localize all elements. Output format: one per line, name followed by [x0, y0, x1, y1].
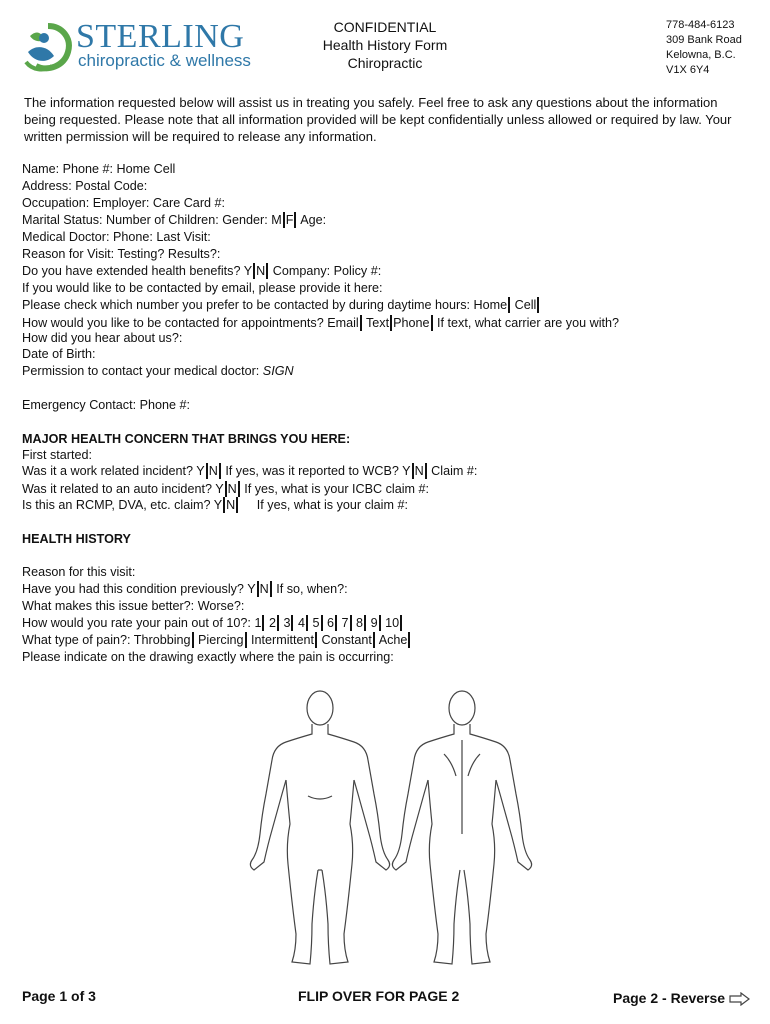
- icbc-label: If yes, what is your ICBC claim #:: [244, 482, 429, 496]
- wcb-label: If yes, was it reported to WCB? Y: [225, 464, 411, 478]
- scale-8-label: 8: [356, 616, 364, 630]
- row-emergency: [22, 397, 190, 413]
- row-marital: [22, 212, 326, 228]
- wcb-n-label: N: [414, 464, 424, 478]
- row-history-heading: [22, 531, 131, 547]
- row-email: [22, 280, 383, 296]
- pain-type-label: What type of pain?:: [22, 633, 131, 647]
- daytime-label: Please check which number you prefer to be contacted by during daytime hours: Home: [22, 298, 508, 312]
- row-work: [22, 463, 477, 479]
- intro-paragraph: The information requested below will assist us in treating you safely. Feel free to ask any questions about the information being requested. Please note that all information provided will be kept confidentially unless allowed or required by law. Your written permission will be required to release any information.: [24, 95, 732, 144]
- auto-n-label: N: [227, 482, 237, 496]
- appt-phone-checkbox[interactable]: [431, 315, 433, 331]
- arrow-right-icon: [729, 992, 751, 1006]
- pain-intermittent-label: Intermittent: [251, 633, 315, 647]
- row-name: [22, 161, 175, 177]
- scale-9-label: 9: [370, 616, 378, 630]
- health-history-heading: HEALTH HISTORY: [22, 532, 131, 546]
- logo-tagline: chiropractic & wellness: [78, 51, 251, 70]
- permission-label: Permission to contact your medical doctor:: [22, 364, 260, 378]
- previous-n-label: N: [259, 582, 269, 596]
- row-pain-type: [22, 632, 411, 648]
- home-phone-label: Phone #: Home: [62, 162, 151, 176]
- body-back-figure[interactable]: [392, 691, 531, 964]
- children-label: Number of Children:: [106, 213, 219, 227]
- wcb-n-checkbox[interactable]: [425, 463, 427, 479]
- scale-1-label: 1: [254, 616, 262, 630]
- care-card-label: Care Card #:: [152, 196, 226, 210]
- results-label: Results?:: [167, 247, 221, 261]
- row-rcmp: [22, 497, 408, 513]
- appt-text-checkbox[interactable]: [390, 315, 392, 331]
- appt-text-label: Text: [366, 316, 390, 330]
- benefits-label: Do you have extended health benefits? Y: [22, 264, 253, 278]
- benefits-n-checkbox[interactable]: [266, 263, 268, 279]
- hear-label: How did you hear about us?:: [22, 331, 183, 345]
- work-label: Was it a work related incident? Y: [22, 464, 205, 478]
- doctor-phone-label: Phone:: [113, 230, 153, 244]
- pain-throbbing-label: Throbbing: [133, 633, 191, 647]
- testing-label: Testing?: [117, 247, 165, 261]
- logo-wordmark: STERLING: [76, 18, 245, 55]
- sign-label: SIGN: [262, 364, 294, 378]
- when-label: If so, when?:: [276, 582, 348, 596]
- major-concern-heading: MAJOR HEALTH CONCERN THAT BRINGS YOU HERE:: [22, 432, 351, 446]
- clinic-postal: V1X 6Y4: [666, 64, 710, 76]
- employer-label: Employer:: [92, 196, 150, 210]
- emergency-phone-label: Phone #:: [139, 398, 191, 412]
- last-visit-label: Last Visit:: [156, 230, 211, 244]
- previous-n-checkbox[interactable]: [270, 581, 272, 597]
- row-address: [22, 178, 147, 194]
- scale-10-label: 10: [385, 616, 400, 630]
- daytime-cell-checkbox[interactable]: [537, 297, 539, 313]
- row-hear: [22, 330, 182, 346]
- work-n-checkbox[interactable]: [219, 463, 221, 479]
- age-label: Age:: [300, 213, 327, 227]
- row-benefits: [22, 263, 381, 279]
- appt-label: How would you like to be contacted for appointments? Email: [22, 316, 359, 330]
- body-front-figure[interactable]: [250, 691, 389, 964]
- dob-label: Date of Birth:: [22, 347, 96, 361]
- page-number: Page 1 of 3: [22, 988, 96, 1004]
- scale-8-checkbox[interactable]: [364, 615, 366, 631]
- clinic-city: Kelowna, B.C.: [666, 49, 736, 61]
- rcmp-claim-label: If yes, what is your claim #:: [256, 498, 408, 512]
- drawing-instruction: Please indicate on the drawing exactly where the pain is occurring:: [22, 650, 394, 664]
- rcmp-n-label: N: [226, 498, 236, 512]
- wcb-y-checkbox[interactable]: [412, 463, 414, 479]
- work-y-checkbox[interactable]: [206, 463, 208, 479]
- doctor-label: Medical Doctor:: [22, 230, 110, 244]
- scale-6-label: 6: [327, 616, 335, 630]
- pain-constant-label: Constant: [321, 633, 372, 647]
- scale-2-label: 2: [268, 616, 276, 630]
- pain-intermittent-checkbox[interactable]: [315, 632, 317, 648]
- gender-m-checkbox[interactable]: [283, 212, 285, 228]
- auto-n-checkbox[interactable]: [238, 481, 240, 497]
- benefits-y-checkbox[interactable]: [253, 263, 255, 279]
- row-previous: [22, 581, 348, 597]
- row-auto: [22, 481, 429, 497]
- gender-f-checkbox[interactable]: [294, 212, 296, 228]
- previous-label: Have you had this condition previously? Y: [22, 582, 256, 596]
- scale-6-checkbox[interactable]: [335, 615, 337, 631]
- row-reason-visit: [22, 564, 135, 580]
- rcmp-y-checkbox[interactable]: [223, 497, 225, 513]
- clinic-contact: [666, 18, 742, 78]
- form-title-line-3: Chiropractic: [347, 55, 423, 71]
- auto-label: Was it related to an auto incident? Y: [22, 482, 224, 496]
- gender-label: Gender: M: [222, 213, 282, 227]
- company-label: Company:: [272, 264, 331, 278]
- better-label: What makes this issue better?:: [22, 599, 195, 613]
- pain-piercing-checkbox[interactable]: [245, 632, 247, 648]
- scale-2-checkbox[interactable]: [277, 615, 279, 631]
- postal-code-label: Postal Code:: [75, 179, 148, 193]
- row-doctor: [22, 229, 211, 245]
- policy-label: Policy #:: [333, 264, 382, 278]
- scale-3-label: 3: [283, 616, 291, 630]
- appt-phone-label: Phone: [393, 316, 430, 330]
- row-dob: [22, 346, 96, 362]
- cell-label: Cell: [153, 162, 176, 176]
- auto-y-checkbox[interactable]: [225, 481, 227, 497]
- gender-f-label: F: [285, 213, 294, 227]
- name-label: Name:: [22, 162, 60, 176]
- scale-9-checkbox[interactable]: [379, 615, 381, 631]
- row-first-started: [22, 447, 92, 463]
- flip-over-note: FLIP OVER FOR PAGE 2: [298, 988, 460, 1004]
- rcmp-n-checkbox[interactable]: [236, 497, 238, 513]
- form-title-line-1: CONFIDENTIAL: [333, 19, 437, 35]
- email-label: If you would like to be contacted by email, please provide it here:: [22, 281, 383, 295]
- row-reason: [22, 246, 220, 262]
- form-title-block: [300, 18, 470, 72]
- reason-visit-label: Reason for Visit:: [22, 247, 115, 261]
- carrier-label: If text, what carrier are you with?: [437, 316, 620, 330]
- clinic-logo: [22, 18, 262, 78]
- rate-label: How would you rate your pain out of 10?:: [22, 616, 251, 630]
- pain-constant-checkbox[interactable]: [373, 632, 375, 648]
- visit-reason-label: Reason for this visit:: [22, 565, 136, 579]
- scale-7-label: 7: [341, 616, 349, 630]
- scale-3-checkbox[interactable]: [291, 615, 293, 631]
- scale-1-checkbox[interactable]: [262, 615, 264, 631]
- leaf-person-icon: [22, 22, 74, 74]
- row-appointments: [22, 315, 619, 331]
- pain-piercing-label: Piercing: [198, 633, 244, 647]
- clinic-street: 309 Bank Road: [666, 34, 742, 46]
- appt-email-checkbox[interactable]: [360, 315, 362, 331]
- row-daytime: [22, 297, 540, 313]
- work-n-label: N: [208, 464, 218, 478]
- scale-7-checkbox[interactable]: [350, 615, 352, 631]
- benefits-n-label: N: [256, 264, 266, 278]
- pain-ache-label: Ache: [378, 633, 408, 647]
- pain-ache-checkbox[interactable]: [408, 632, 410, 648]
- reverse-label: Page 2 - Reverse: [613, 990, 726, 1006]
- scale-4-label: 4: [297, 616, 305, 630]
- row-better: [22, 598, 244, 614]
- row-major-heading: [22, 431, 350, 447]
- form-title-line-2: Health History Form: [322, 37, 448, 53]
- daytime-cell-label: Cell: [514, 298, 537, 312]
- occupation-label: Occupation:: [22, 196, 90, 210]
- claim-label: Claim #:: [431, 464, 478, 478]
- clinic-phone: 778-484-6123: [666, 19, 735, 31]
- scale-10-checkbox[interactable]: [400, 615, 402, 631]
- pain-throbbing-checkbox[interactable]: [192, 632, 194, 648]
- row-rate: [22, 615, 403, 631]
- reverse-note: [613, 990, 751, 1006]
- previous-y-checkbox[interactable]: [257, 581, 259, 597]
- scale-5-label: 5: [312, 616, 320, 630]
- body-diagram[interactable]: [230, 684, 550, 974]
- rcmp-label: Is this an RCMP, DVA, etc. claim? Y: [22, 498, 223, 512]
- row-permission: [22, 363, 294, 379]
- scale-5-checkbox[interactable]: [321, 615, 323, 631]
- marital-label: Marital Status:: [22, 213, 103, 227]
- daytime-home-checkbox[interactable]: [508, 297, 510, 313]
- scale-4-checkbox[interactable]: [306, 615, 308, 631]
- emergency-label: Emergency Contact:: [22, 398, 137, 412]
- row-drawing: [22, 649, 394, 665]
- first-started-label: First started:: [22, 448, 92, 462]
- address-label: Address:: [22, 179, 72, 193]
- worse-label: Worse?:: [197, 599, 245, 613]
- row-occupation: [22, 195, 225, 211]
